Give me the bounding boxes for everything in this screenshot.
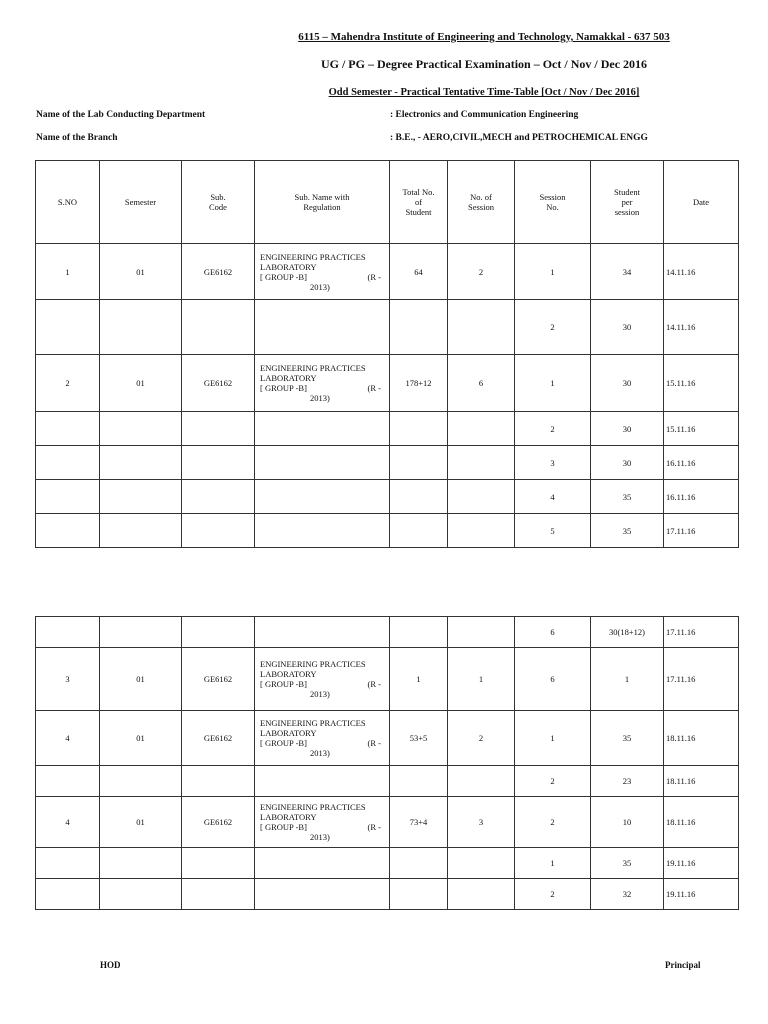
cell-per-session: 30(18+12): [591, 617, 664, 648]
cell-sessions: [448, 514, 515, 548]
cell-per-session: 1: [591, 648, 664, 711]
lab-department-row: [36, 110, 579, 120]
table-row: [36, 514, 739, 548]
cell-semester: 01: [100, 648, 182, 711]
cell-sno: [36, 446, 100, 480]
cell-per-session: 35: [591, 514, 664, 548]
cell-sessions: [448, 766, 515, 797]
cell-name: [255, 848, 390, 879]
cell-code: [182, 480, 255, 514]
cell-sno: 4: [36, 797, 100, 848]
cell-total: [390, 617, 448, 648]
table-body-part1: [36, 244, 739, 548]
branch-label: Name of the Branch: [36, 133, 118, 143]
cell-per-session: 30: [591, 412, 664, 446]
timetable-table-part1: [35, 160, 739, 548]
cell-per-session: 35: [591, 480, 664, 514]
cell-code: [182, 514, 255, 548]
branch-value: : B.E., - AERO,CIVIL,MECH and PETROCHEMICAL ENGG: [390, 133, 648, 143]
cell-total: 64: [390, 244, 448, 300]
cell-name: [255, 300, 390, 355]
cell-session-no: 6: [515, 617, 591, 648]
cell-sno: 3: [36, 648, 100, 711]
cell-per-session: 35: [591, 848, 664, 879]
cell-code: GE6162: [182, 648, 255, 711]
cell-date: 15.11.16: [664, 412, 739, 446]
cell-date: 17.11.16: [664, 617, 739, 648]
lab-department-label: Name of the Lab Conducting Department: [36, 110, 206, 120]
cell-sno: [36, 480, 100, 514]
table-body-part2: [36, 617, 739, 910]
cell-code: [182, 446, 255, 480]
cell-total: [390, 514, 448, 548]
table-header-row: [36, 161, 739, 244]
cell-per-session: 32: [591, 879, 664, 910]
col-code: Sub. Code: [182, 161, 255, 244]
cell-semester: [100, 848, 182, 879]
col-sno: S.NO: [36, 161, 100, 244]
cell-code: [182, 766, 255, 797]
col-date: Date: [664, 161, 739, 244]
cell-name: [255, 617, 390, 648]
cell-name: [255, 879, 390, 910]
cell-date: 14.11.16: [664, 300, 739, 355]
cell-total: 1: [390, 648, 448, 711]
cell-sessions: [448, 300, 515, 355]
cell-per-session: 35: [591, 711, 664, 766]
cell-date: 19.11.16: [664, 879, 739, 910]
cell-code: GE6162: [182, 711, 255, 766]
cell-name: [255, 412, 390, 446]
cell-date: 16.11.16: [664, 480, 739, 514]
table-row: [36, 711, 739, 766]
table-row: [36, 355, 739, 412]
cell-session-no: 2: [515, 766, 591, 797]
cell-sessions: 2: [448, 711, 515, 766]
cell-sessions: 3: [448, 797, 515, 848]
cell-sno: [36, 412, 100, 446]
cell-semester: [100, 480, 182, 514]
cell-per-session: 23: [591, 766, 664, 797]
cell-sessions: [448, 848, 515, 879]
cell-code: [182, 412, 255, 446]
cell-code: [182, 300, 255, 355]
cell-name: [255, 480, 390, 514]
cell-semester: 01: [100, 711, 182, 766]
cell-code: GE6162: [182, 355, 255, 412]
cell-semester: 01: [100, 244, 182, 300]
table-row: [36, 766, 739, 797]
cell-sno: [36, 766, 100, 797]
cell-total: [390, 300, 448, 355]
cell-sessions: 2: [448, 244, 515, 300]
cell-session-no: 6: [515, 648, 591, 711]
cell-name: [255, 766, 390, 797]
principal-signature-label: Principal: [665, 960, 701, 970]
table-row: [36, 300, 739, 355]
col-semester: Semester: [100, 161, 182, 244]
cell-total: 73+4: [390, 797, 448, 848]
cell-sno: 1: [36, 244, 100, 300]
table-row: [36, 480, 739, 514]
cell-session-no: 1: [515, 244, 591, 300]
cell-code: GE6162: [182, 244, 255, 300]
cell-sno: [36, 879, 100, 910]
cell-session-no: 2: [515, 879, 591, 910]
cell-name: [255, 514, 390, 548]
cell-sno: 2: [36, 355, 100, 412]
cell-semester: [100, 514, 182, 548]
cell-total: [390, 766, 448, 797]
cell-total: 178+12: [390, 355, 448, 412]
cell-sno: 4: [36, 711, 100, 766]
cell-semester: [100, 879, 182, 910]
cell-session-no: 3: [515, 446, 591, 480]
cell-code: [182, 879, 255, 910]
cell-sessions: [448, 412, 515, 446]
cell-date: 19.11.16: [664, 848, 739, 879]
cell-total: [390, 480, 448, 514]
cell-semester: [100, 617, 182, 648]
col-name: Sub. Name with Regulation: [255, 161, 390, 244]
cell-date: 18.11.16: [664, 797, 739, 848]
cell-sno: [36, 300, 100, 355]
hod-signature-label: HOD: [100, 960, 121, 970]
cell-sessions: 1: [448, 648, 515, 711]
lab-department-value: : Electronics and Communication Engineering: [390, 110, 579, 120]
cell-sessions: [448, 480, 515, 514]
cell-code: [182, 848, 255, 879]
cell-semester: 01: [100, 797, 182, 848]
col-per-session: Student per session: [591, 161, 664, 244]
cell-per-session: 30: [591, 355, 664, 412]
table-row: [36, 648, 739, 711]
table-row: [36, 244, 739, 300]
cell-session-no: 1: [515, 711, 591, 766]
cell-semester: [100, 412, 182, 446]
cell-session-no: 1: [515, 848, 591, 879]
cell-date: 17.11.16: [664, 514, 739, 548]
cell-date: 18.11.16: [664, 711, 739, 766]
cell-date: 15.11.16: [664, 355, 739, 412]
cell-session-no: 1: [515, 355, 591, 412]
cell-session-no: 2: [515, 412, 591, 446]
cell-semester: [100, 766, 182, 797]
cell-date: 18.11.16: [664, 766, 739, 797]
cell-semester: [100, 446, 182, 480]
col-sessions: No. of Session: [448, 161, 515, 244]
cell-per-session: 10: [591, 797, 664, 848]
cell-total: [390, 412, 448, 446]
table-row: [36, 617, 739, 648]
cell-name: ENGINEERING PRACTICES LABORATORY [ GROUP -B] (R - 2013): [255, 711, 390, 766]
cell-session-no: 2: [515, 300, 591, 355]
cell-total: [390, 879, 448, 910]
cell-session-no: 4: [515, 480, 591, 514]
timetable-table-part2: [35, 616, 739, 910]
cell-session-no: 2: [515, 797, 591, 848]
table-row: [36, 412, 739, 446]
cell-name: ENGINEERING PRACTICES LABORATORY [ GROUP -B] (R - 2013): [255, 244, 390, 300]
cell-total: 53+5: [390, 711, 448, 766]
cell-name: ENGINEERING PRACTICES LABORATORY [ GROUP -B] (R - 2013): [255, 797, 390, 848]
cell-code: [182, 617, 255, 648]
timetable-title: Odd Semester - Practical Tentative Time-Table [Oct / Nov / Dec 2016]: [328, 87, 640, 98]
cell-sno: [36, 848, 100, 879]
cell-semester: [100, 300, 182, 355]
cell-total: [390, 446, 448, 480]
cell-code: GE6162: [182, 797, 255, 848]
table-row: [36, 797, 739, 848]
exam-title: UG / PG – Degree Practical Examination – Oct / Nov / Dec 2016: [320, 57, 648, 71]
cell-sno: [36, 617, 100, 648]
institute-title: 6115 – Mahendra Institute of Engineering and Technology, Namakkal - 637 503: [298, 31, 670, 43]
cell-name: ENGINEERING PRACTICES LABORATORY [ GROUP -B] (R - 2013): [255, 648, 390, 711]
cell-per-session: 30: [591, 446, 664, 480]
cell-per-session: 30: [591, 300, 664, 355]
cell-name: [255, 446, 390, 480]
cell-session-no: 5: [515, 514, 591, 548]
table-row: [36, 848, 739, 879]
col-session-no: Session No.: [515, 161, 591, 244]
cell-total: [390, 848, 448, 879]
cell-sessions: 6: [448, 355, 515, 412]
cell-semester: 01: [100, 355, 182, 412]
table-row: [36, 446, 739, 480]
col-total: Total No. of Student: [390, 161, 448, 244]
table-row: [36, 879, 739, 910]
cell-sno: [36, 514, 100, 548]
branch-row: [36, 133, 648, 143]
cell-date: 14.11.16: [664, 244, 739, 300]
cell-sessions: [448, 446, 515, 480]
cell-sessions: [448, 617, 515, 648]
cell-date: 16.11.16: [664, 446, 739, 480]
cell-sessions: [448, 879, 515, 910]
cell-per-session: 34: [591, 244, 664, 300]
cell-name: ENGINEERING PRACTICES LABORATORY [ GROUP -B] (R - 2013): [255, 355, 390, 412]
cell-date: 17.11.16: [664, 648, 739, 711]
